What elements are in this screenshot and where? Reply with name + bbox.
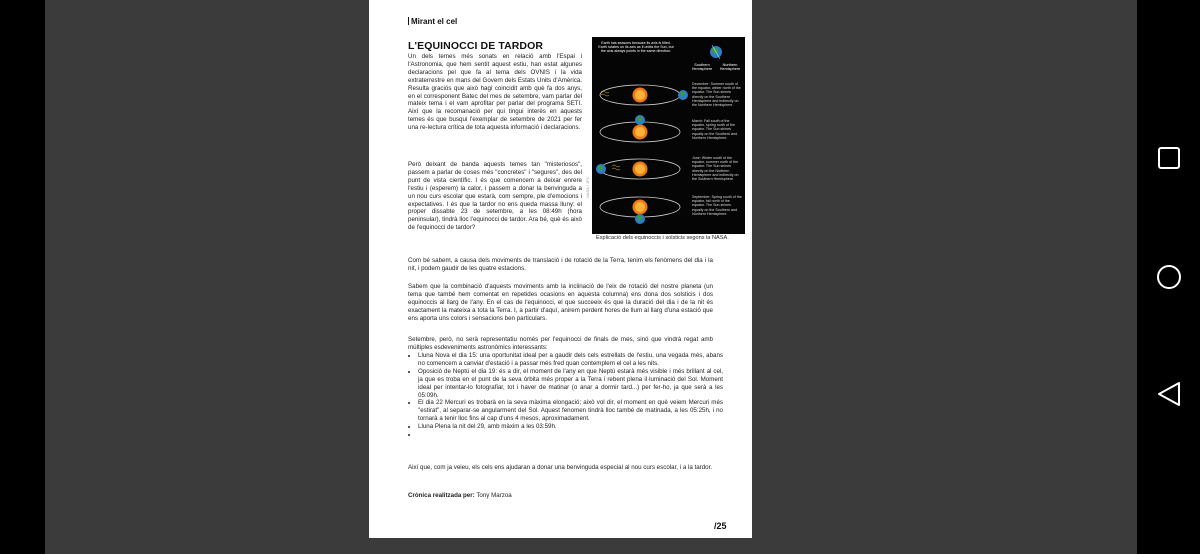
byline-name: Tony Marzoa [476, 492, 512, 499]
android-nav-bar [1137, 0, 1200, 554]
list-item [418, 431, 723, 439]
globe-icon [710, 45, 722, 59]
paragraph-4: Sabem que la combinació d'aquests moviments amb la inclinació de l'eix de rotació del nostre planeta (un tema que també hem comentat en repetides ocasions en aquesta columna) ens dona dos solsticis i dos equinoccis al llarg de l'any. En el cas de l'equinocci, el que succeeix és que la duració del dia i de la nit és exactament la mateixa a tota la Terra. I, a partir d'aquí, anirem perdent hores de llum al llarg d'una estació que ens aporta uns colors i sensacions ben particulars. [408, 283, 713, 322]
back-button[interactable] [1137, 364, 1200, 424]
figure-credit: NASA / JPL [585, 177, 590, 198]
northern-hemisphere-label: Northern Hemisphere [719, 63, 741, 72]
september-caption: September: Spring south of the equator, fall north of the equator. The Sun shines equally on the Southern and Northern Hemisphere. [692, 195, 742, 216]
list-item: • Lluna Nova el dia 15: una oportunitat ideal per a gaudir dels cels estrellats de l'estiu, una vegada més, abans no comencem a canviar d'estació i a passar més fred quan contemplem el cel a les nits. [418, 352, 723, 368]
section-header: Mirant el cel [408, 17, 457, 26]
triangle-back-icon [1137, 364, 1200, 424]
document-page [369, 0, 752, 538]
figure-header-text: Earth has seasons because its axis is tilted. Earth rotates on its axis as it orbits the Sun, but the axis always points in the same direction. [598, 41, 674, 54]
paragraph-5: Setembre, però, no serà representatiu només per l'equinocci de finals de mes, sinó que vindrà regat amb múltiples esdeveniments astronòmics interessants: [408, 336, 713, 351]
square-icon [1137, 128, 1200, 188]
orbit-september [600, 197, 680, 224]
december-caption: December: Summer south of the equator, winter north of the equator. The Sun shines directly on the Southern Hemisphere and indirectly on the Northern Hemisphere. [692, 82, 741, 108]
article-title: L'EQUINOCCI DE TARDOR [408, 40, 544, 52]
events-list [408, 352, 723, 439]
orbit-june [596, 159, 680, 179]
byline [408, 492, 512, 499]
list-item: • El dia 22 Mercuri es trobarà en la seva màxima elongació; això vol dir, el moment en què veiem Mercuri més "estirat", al separar-se angularment del Sol. Aquest fenomen tindrà lloc també de matinada, a les 05:25h, i no tornarà a tenir lloc fins al cap d'uns 4 mesos, aproximadament. [418, 399, 723, 423]
home-button[interactable] [1137, 247, 1200, 307]
march-caption: March: Fall south of the equator, spring north of the equator. The Sun shines equally on the Southern and Northern Hemisphere. [692, 119, 737, 140]
paragraph-1: Un dels temes més sonats en relació amb l'Espai i l'Astronomia, que hem sentit aquest estiu, han estat algunes declaracions pel que fa al tema dels OVNIS i la vida extraterrestre en mans del Govern dels Estats Units d'Amèrica. Resulta graciós que això hagi coincidit amb què fa dos anys, en el corresponent Batec del mes de setembre, vam parlar del mateix tema i el vam aprofitar per parlar del programa SETI. Així que la recomanació per qui tingui interès en aquests temes és que busqui l'exemplar de setembre de 2021 per fer una re-lectura crítica de tota aquesta informació i declaracions. [408, 53, 582, 132]
circle-icon [1137, 247, 1200, 307]
southern-hemisphere-label: Southern Hemisphere [691, 63, 713, 72]
recents-button[interactable] [1137, 128, 1200, 188]
closing-paragraph: Així que, com ja veieu, els cels ens ajudaran a donar una benvinguda especial al nou curs escolar, i a la tardor. [408, 464, 713, 471]
figure-caption: Explicació dels equinoccis i solsticis segons la NASA. [596, 235, 729, 241]
page-number: /25 [714, 521, 727, 531]
orbit-december [600, 85, 688, 105]
list-item: • Lluna Plena la nit del 29, amb màxim a les 03:59h. [418, 423, 723, 431]
orbit-march [600, 115, 680, 142]
paragraph-2: Però deixant de banda aquests temes tan "misteriosos", passem a parlar de coses més "concretes" i "segures", des del punt de vista científic. I és que comencem a deixar enrere l'estiu i (esperem) la calor, i passem a donar la benvinguda a un nou curs escolar que estarà, com sempre, ple d'emocions i expectatives. I és que la tardor no ens queda massa lluny: el proper dissabte 23 de setembre, a les 08:49h (hora peninsular), tindrà lloc l'equinocci de tardor. Ara bé, què és això de l'equinocci de tardor? [408, 161, 582, 232]
left-black-margin [0, 0, 45, 554]
byline-label: Crònica realitzada per: [408, 492, 475, 499]
june-caption: June: Winter south of the equator, summer north of the equator. The Sun shines directly on the Northern Hemisphere and indirectly on the Southern Hemisphere. [692, 156, 739, 182]
paragraph-3: Com bé sabem, a causa dels moviments de translació i de rotació de la Terra, tenim els fenòmens del dia i la nit, i podem gaudir de les quatre estacions. [408, 257, 713, 272]
list-item: • Oposició de Neptú el dia 19: és a dir, el moment de l'any en que Neptú estarà més visible i més brillant al cel, ja que es troba en el punt de la seva òrbita més proper a la Terra i rebent plena il·luminació del Sol. Moment ideal per intentar-lo fotografiar, tot i haver de matinar (o anar a dormir tard...) per fer-ho, ja que serà a les 05:09h. [418, 368, 723, 400]
nasa-seasons-figure [592, 37, 745, 234]
